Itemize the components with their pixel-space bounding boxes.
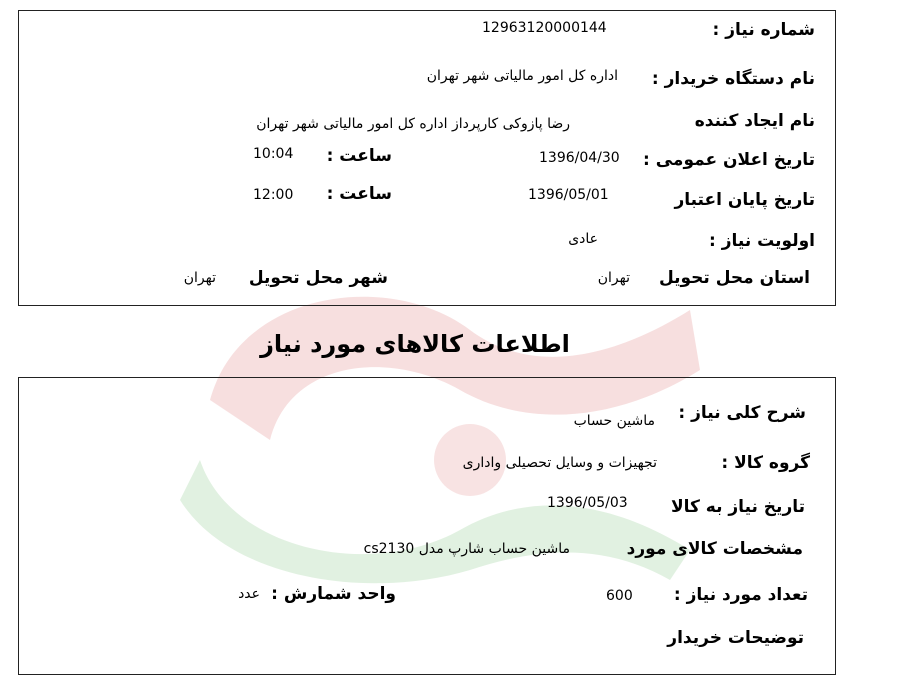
group-label: گروه کالا : (721, 453, 810, 473)
creator-value: رضا پازوکی کارپرداز اداره کل امور مالیاتی شهر تهران (256, 116, 570, 132)
goods-section-title: اطلاعات کالاهای مورد نیاز (260, 330, 570, 358)
delivery-province-value: تهران (597, 270, 630, 286)
specs-label: مشخصات کالای مورد (626, 539, 803, 559)
announce-date-label: تاریخ اعلان عمومی : (643, 150, 815, 170)
need-number-value: 12963120000144 (482, 20, 607, 36)
buyer-org-value: اداره کل امور مالیاتی شهر تهران (426, 68, 618, 84)
need-date-label: تاریخ نیاز به کالا (670, 497, 805, 517)
quantity-value: 600 (606, 588, 633, 604)
announce-date-value: 1396/04/30 (539, 150, 620, 166)
expiry-date-label: تاریخ پایان اعتبار (674, 190, 815, 210)
priority-label: اولویت نیاز : (709, 231, 815, 251)
buyer-org-label: نام دستگاه خریدار : (651, 69, 815, 89)
creator-label: نام ایجاد کننده (694, 111, 815, 131)
delivery-province-label: استان محل تحویل (658, 268, 810, 288)
need-date-value: 1396/05/03 (547, 495, 628, 511)
need-number-label: شماره نیاز : (712, 20, 815, 40)
description-value: ماشین حساب (573, 413, 655, 429)
expiry-date-value: 1396/05/01 (528, 187, 609, 203)
buyer-notes-label: توضیحات خریدار (667, 628, 804, 648)
unit-value: عدد (238, 586, 260, 602)
delivery-city-label: شهر محل تحویل (248, 268, 388, 288)
group-value: تجهیزات و وسایل تحصیلی واداری (462, 455, 657, 471)
expiry-time-value: 12:00 (253, 187, 294, 203)
quantity-label: تعداد مورد نیاز : (673, 585, 808, 605)
announce-time-value: 10:04 (253, 146, 294, 162)
specs-value: ماشین حساب شارپ مدل cs2130 (363, 541, 570, 557)
unit-label: واحد شمارش : (271, 584, 396, 604)
announce-time-label: ساعت : (326, 146, 392, 166)
expiry-time-label: ساعت : (326, 184, 392, 204)
delivery-city-value: تهران (183, 270, 216, 286)
priority-value: عادی (568, 231, 598, 247)
description-label: شرح کلی نیاز : (678, 403, 806, 423)
